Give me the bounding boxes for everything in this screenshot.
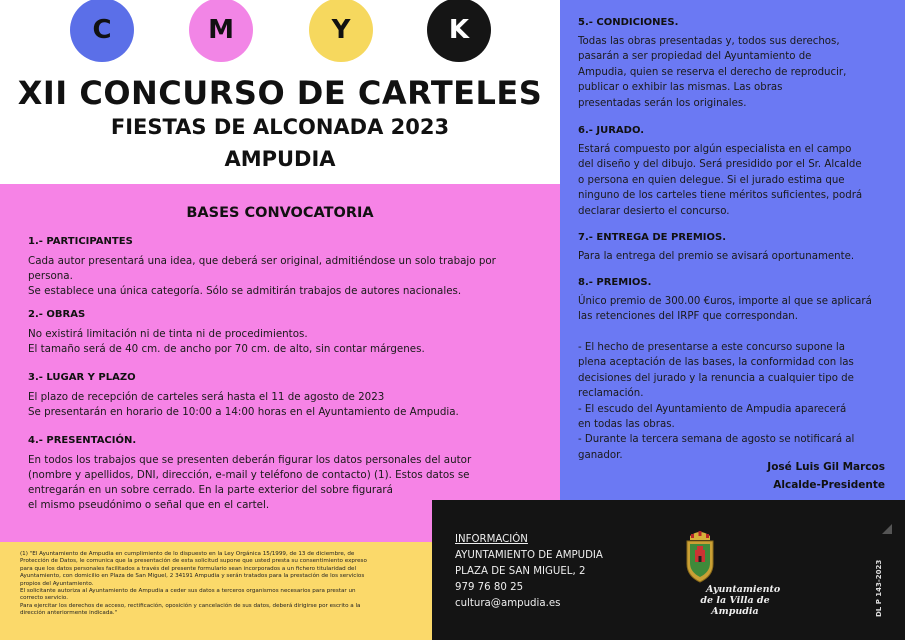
yellow-circle [309,0,373,62]
info-line: PLAZA DE SAN MIGUEL, 2 [455,566,586,577]
note-line: ganador. [578,449,623,461]
footnote-line: dirección anteriormente indicada." [20,610,118,617]
crest-line1: Ayuntamiento [706,584,781,595]
section-line: del diseño y del dibujo. Será presidido por el Sr. Alcalde [578,159,862,171]
note-line: plena aceptación de las bases, la conformidad con las [578,357,854,369]
footnote-line: Ayuntamiento, con domicilio en Plaza de San Miguel, 2 34191 Ampudia y serán tratados para la prestación de los servicios [20,573,365,580]
section-heading: 2.- OBRAS [28,309,86,320]
info-email[interactable]: cultura@ampudia.es [455,598,561,609]
section-heading: 8.- PREMIOS. [578,277,652,288]
info-line: AYUNTAMIENTO DE AMPUDIA [455,550,603,561]
section-participantes [28,236,553,299]
section-line: pasarán a ser propiedad del Ayuntamiento de [578,51,812,63]
section-heading: 3.- LUGAR Y PLAZO [28,372,136,383]
section-line: Se presentarán en horario de 10:00 a 14:00 horas en el Ayuntamiento de Ampudia. [28,406,459,418]
section-line: Único premio de 300.00 €uros, importe al que se aplicará [578,296,872,307]
section-line: Ampudia, quien se reserva el derecho de reproducir, [578,66,847,78]
poster-title: XII CONCURSO DE CARTELES [17,74,543,112]
poster-place: AMPUDIA [224,147,336,171]
section-line: presentadas serán los originales. [578,97,747,109]
footnote-line: El solicitante autoriza al Ayuntamiento de Ampudia a ceder sus datos a terceros organismos necesarios para prestar un [20,588,356,595]
notes-block [578,340,893,463]
magenta-letter: M [208,15,234,45]
section-heading: 1.- PARTICIPANTES [28,236,133,247]
page-corner-icon [881,520,893,532]
section-presentacion [28,435,553,513]
section-line: declarar desierto el concurso. [578,205,730,217]
signature-role: Alcalde-Presidente [773,479,885,491]
section-line: las retenciones del IRPF que correspondan. [578,311,799,323]
section-line: o persona en quien delegue. Si el jurado estima que [578,174,845,186]
black-letter: K [448,15,470,45]
footnote-line: para que los datos personales facilitados a través del presente formulario sean incorporados a un fichero titularidad del [20,565,357,572]
section-line: persona. [28,270,73,282]
note-line: - Durante la tercera semana de agosto se notificará al [578,434,855,446]
note-line: decisiones del jurado y la renuncia a cualquier tipo de [578,372,854,384]
footnote-line: (1) "El Ayuntamiento de Ampudia en cumplimiento de lo dispuesto en la Ley Orgánica 15/1999, de 13 de diciembre, de [20,551,355,557]
black-circle [427,0,491,62]
section-jurado [578,125,893,219]
footnote-line: propios del Ayuntamiento. [20,580,94,587]
legal-deposit: DL P 143-2023 [875,559,883,617]
signature-name: José Luis Gil Marcos [767,461,885,473]
section-line: El tamaño será de 40 cm. de ancho por 70 cm. de alto, sin contar márgenes. [28,343,425,355]
note-line: en todas las obras. [578,419,675,431]
section-line: En todos los trabajos que se presenten deberán figurar los datos personales del autor [28,454,472,466]
poster-subtitle: FIESTAS DE ALCONADA 2023 [110,115,450,139]
section-heading: 7.- ENTREGA DE PREMIOS. [578,232,727,243]
cyan-circle [70,0,134,62]
info-label: INFORMACIÓN [455,534,528,545]
section-line: Todas las obras presentadas y, todos sus derechos, [578,36,840,47]
section-entrega [578,232,893,264]
info-line: 979 76 80 25 [455,582,524,593]
section-line: entregarán en un sobre cerrado. En la parte exterior del sobre figurará [28,484,393,496]
section-premios [578,277,893,325]
section-line: Para la entrega del premio se avisará oportunamente. [578,251,855,262]
footnote-line: Para ejercitar los derechos de acceso, rectificación, oposición y cancelación de sus datos, deberá dirigirse por escrito a la [20,602,361,609]
cyan-letter: C [92,15,112,45]
section-line: publicar o exhibir las mismas. Las obras [578,82,783,94]
section-line: El plazo de recepción de carteles será hasta el 11 de agosto de 2023 [28,391,385,403]
footnote-line: Protección de Datos, le comunica que la presentación de esta solicitud supone que usted presta su consentimiento expreso [20,558,367,565]
section-line: el mismo pseudónimo o señal que en el cartel. [28,499,270,511]
section-lugar-plazo [28,372,553,420]
section-heading: 4.- PRESENTACIÓN. [28,435,137,446]
section-heading: 6.- JURADO. [578,125,645,136]
section-line: No existirá limitación ni de tinta ni de procedimientos. [28,328,308,340]
contact-info [455,532,675,612]
section-obras [28,309,553,357]
section-line: Se establece una única categoría. Sólo se admitirán trabajos de autores nacionales. [28,285,462,297]
section-heading: 5.- CONDICIONES. [578,17,679,28]
coat-of-arms-icon [680,528,720,586]
signature-block [650,458,885,494]
bases-title: BASES CONVOCATORIA [186,205,374,221]
note-line: reclamación. [578,388,644,400]
yellow-letter: Y [331,15,351,45]
data-protection-footnote [20,551,420,618]
section-line: Estará compuesto por algún especialista en el campo [578,144,852,155]
section-line: ninguno de los carteles tiene méritos suficientes, podrá [578,190,863,202]
magenta-circle [189,0,253,62]
note-line: - El escudo del Ayuntamiento de Ampudia aparecerá [578,403,847,415]
note-line: - El hecho de presentarse a este concurso supone la [578,342,845,353]
crest-line2: de la Villa de Ampudia [700,595,770,617]
section-line: (nombre y apellidos, DNI, dirección, e-mail y teléfono de contacto) (1). Estos datos se [28,469,470,481]
footnote-line: correcto servicio. [20,595,69,602]
crest-caption [680,584,790,617]
section-line: Cada autor presentará una idea, que deberá ser original, admitiéndose un solo trabajo por [28,255,496,267]
section-condiciones [578,17,893,111]
